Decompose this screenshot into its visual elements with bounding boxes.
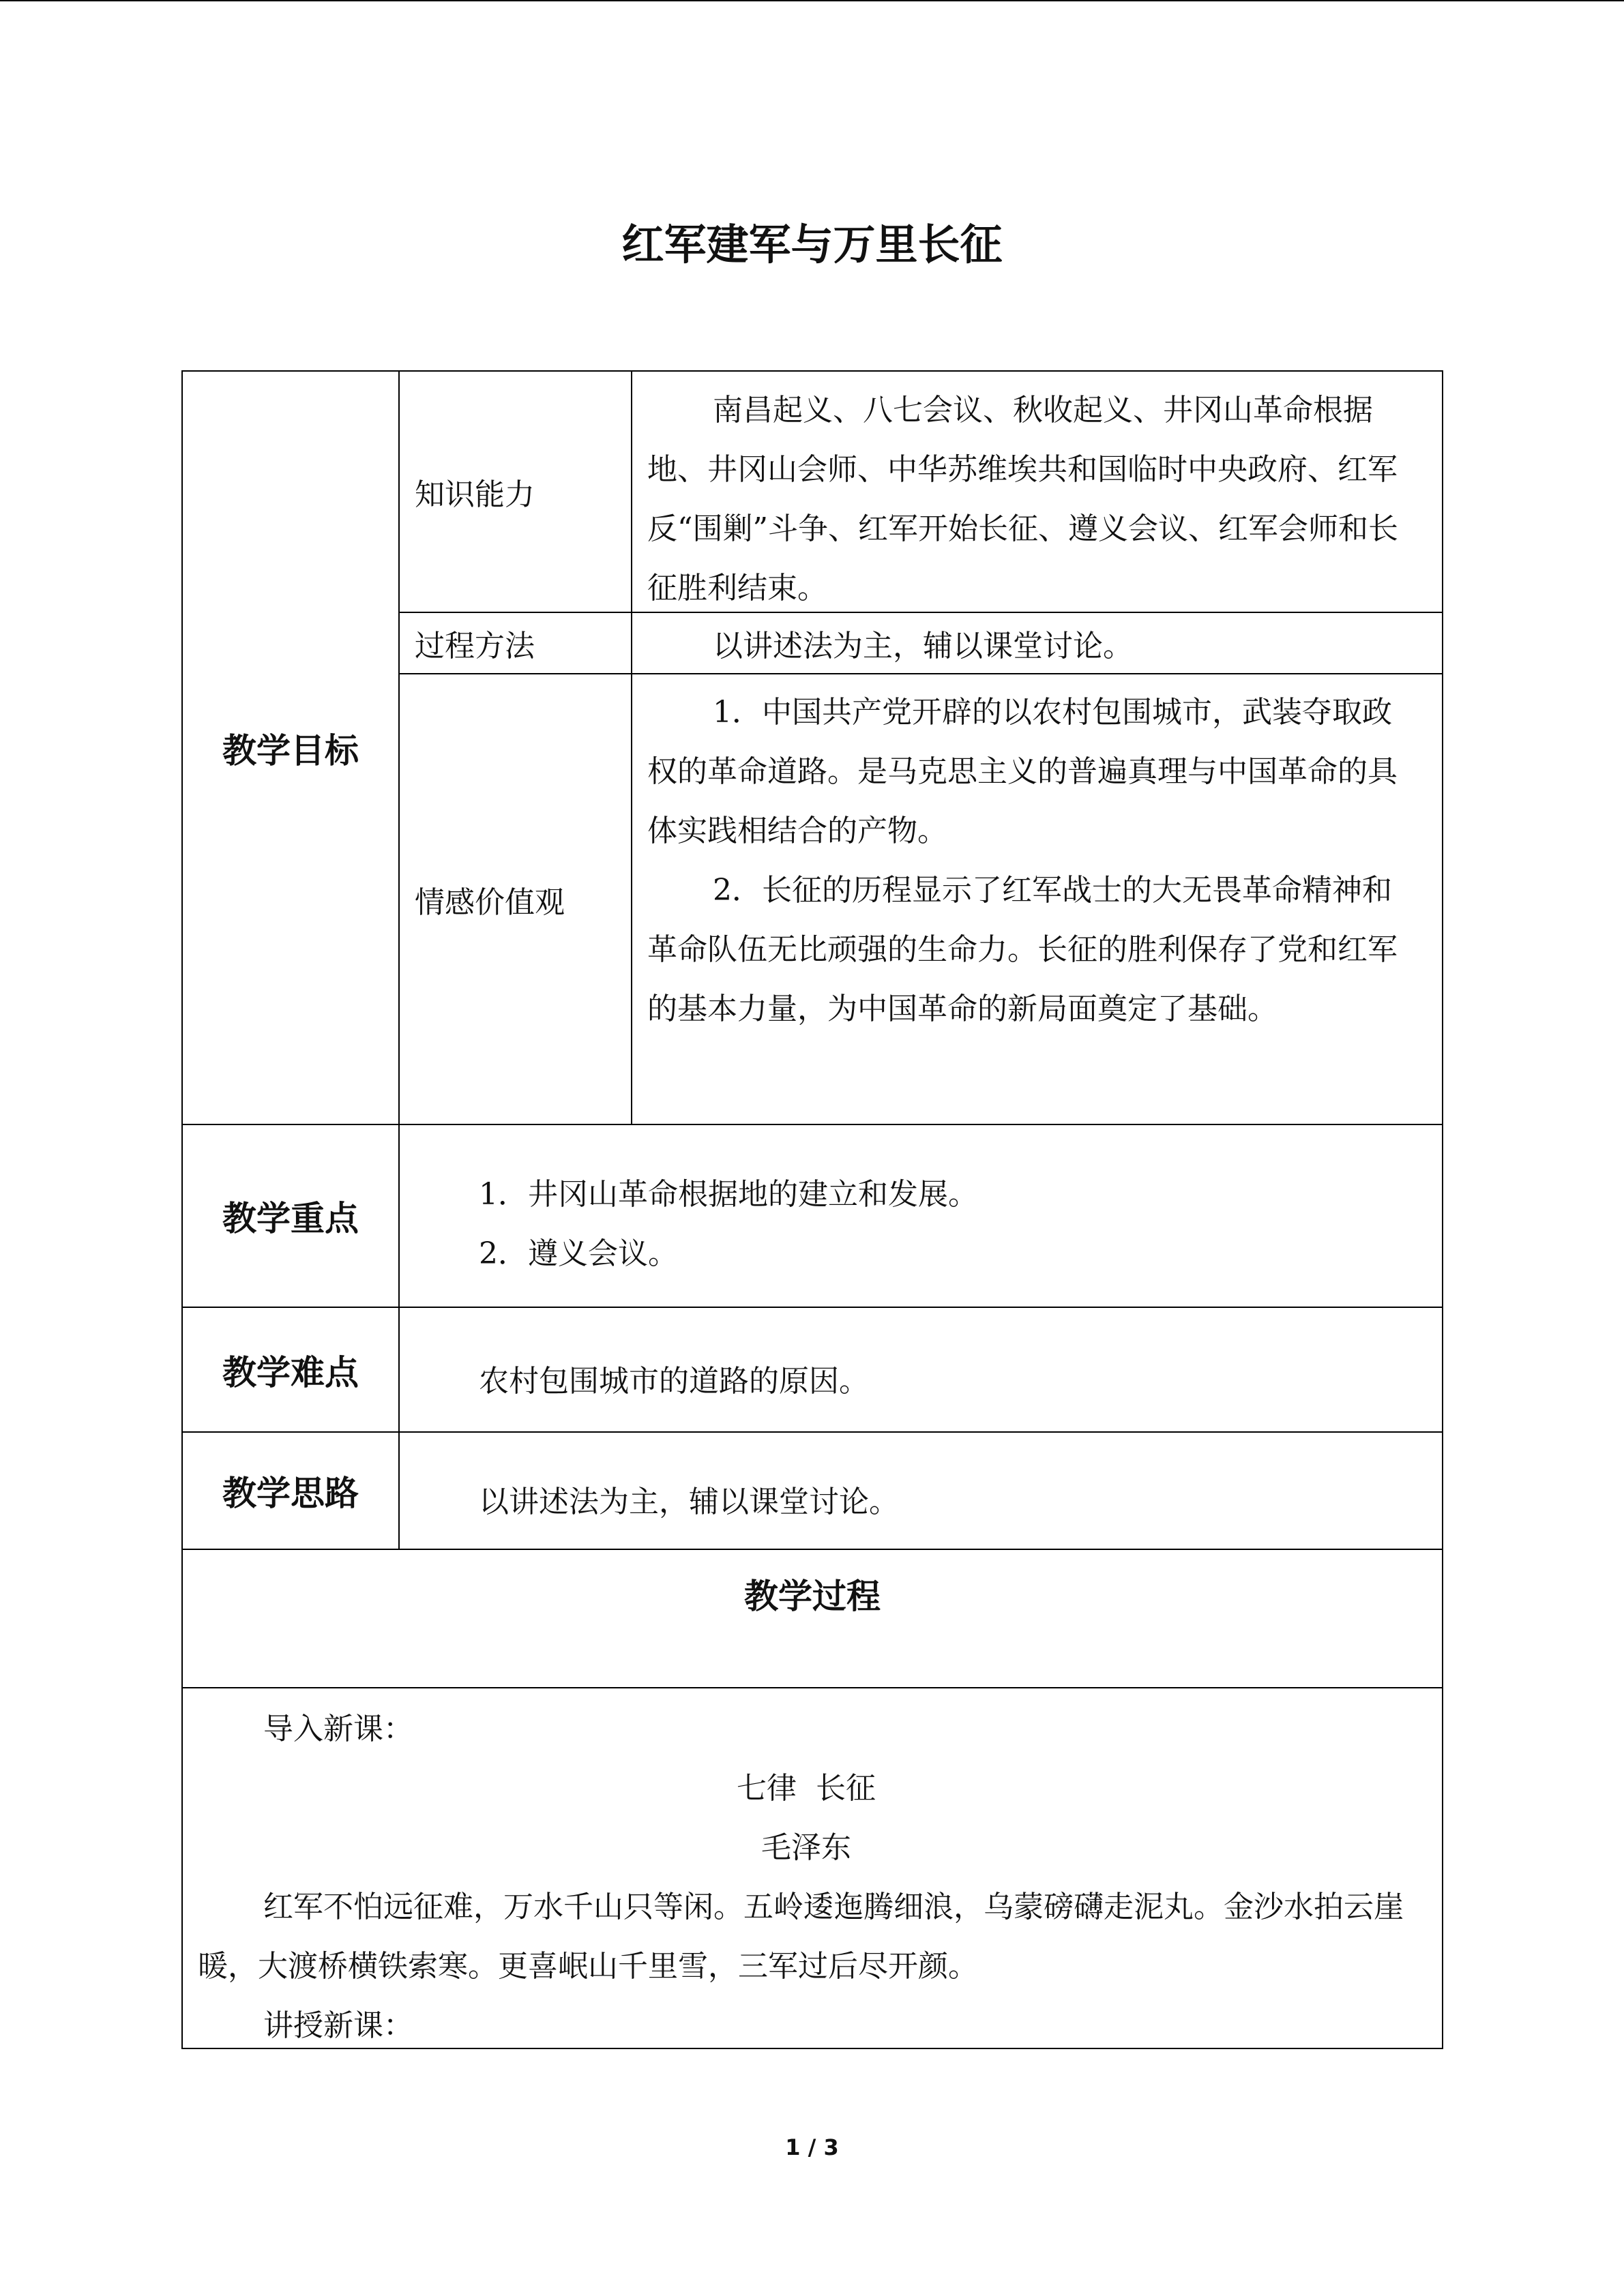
emotion-paragraph-2: 2．长征的历程显示了红军战士的大无畏革命精神和革命队伍无比顽强的生命力。长征的胜利保存了党和红军的基本力量，为中国革命的新局面奠定了基础。 <box>647 873 1398 1026</box>
emotion-paragraph-1: 1．中国共产党开辟的以农村包围城市，武装夺取政权的革命道路。是马克思主义的普遍真理与中国革命的具体实践相结合的产物。 <box>647 695 1398 848</box>
lesson-content <box>183 1699 1442 2048</box>
objectives-label: 教学目标 <box>222 730 359 771</box>
key-point-item: 1．井冈山革命根据地的建立和发展。 <box>479 1177 978 1212</box>
knowledge-cell <box>632 381 1442 612</box>
document-title: 红军建军与万里长征 <box>621 220 1003 269</box>
poem-title: 七律 长征 <box>737 1771 876 1806</box>
emotion-cell <box>632 683 1442 1124</box>
process-text: 以讲述法为主，辅以课堂讨论。 <box>713 629 1133 664</box>
table-border-right <box>1442 370 1443 2049</box>
row-divider <box>181 1687 1443 1688</box>
key-points-label: 教学重点 <box>222 1199 359 1238</box>
lecture-label: 讲授新课： <box>263 2008 413 2043</box>
difficulties-label: 教学难点 <box>222 1352 359 1392</box>
key-point-item: 2．遵义会议。 <box>479 1236 678 1271</box>
row-divider <box>181 1549 1443 1550</box>
knowledge-label: 知识能力 <box>415 477 535 512</box>
approach-cell <box>400 1472 1442 1549</box>
poem-text: 红军不怕远征难，万水千山只等闲。五岭逶迤腾细浪，乌蒙磅礴走泥丸。金沙水拍云崖暖，大渡桥横铁索寒。更喜岷山千里雪，三军过后尽开颜。 <box>198 1890 1404 1984</box>
approach-text: 以讲述法为主，辅以课堂讨论。 <box>479 1485 899 1519</box>
approach-label: 教学思路 <box>222 1474 359 1513</box>
process-cell <box>632 623 1442 673</box>
difficulties-cell <box>400 1352 1442 1431</box>
key-points-cell <box>400 1165 1442 1307</box>
process-label: 过程方法 <box>415 629 535 664</box>
poem-author: 毛泽东 <box>761 1830 851 1865</box>
emotion-label: 情感价值观 <box>415 884 565 920</box>
intro-label: 导入新课： <box>263 1712 413 1746</box>
knowledge-text: 南昌起义、八七会议、秋收起义、井冈山革命根据地、井冈山会师、中华苏维埃共和国临时中央政府、红军反“围剿”斗争、红军开始长征、遵义会议、红军会师和长征胜利结束。 <box>647 393 1398 606</box>
difficulties-text: 农村包围城市的道路的原因。 <box>479 1364 869 1399</box>
process-header: 教学过程 <box>744 1577 881 1616</box>
page-number: 1 / 3 <box>785 2134 839 2160</box>
